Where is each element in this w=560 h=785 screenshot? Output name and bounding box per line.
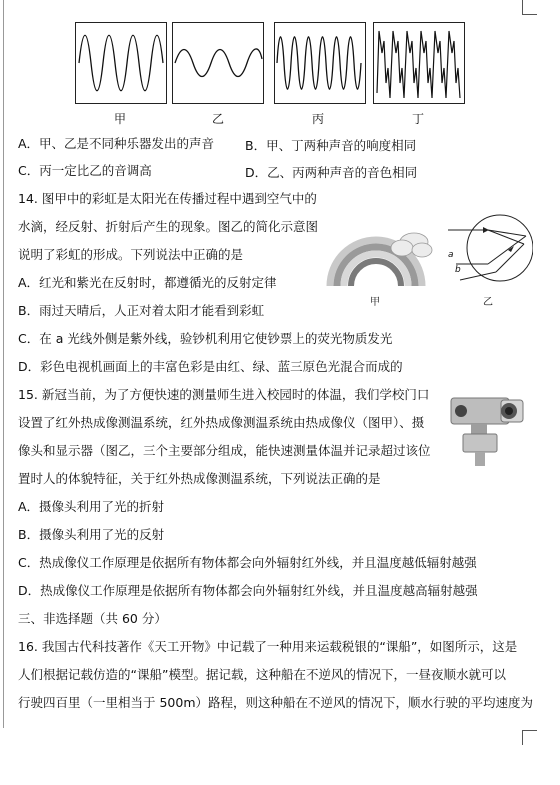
q14-option-c: C．在 a 光线外侧是紫外线，验钞机利用它使钞票上的荧光物质发光 <box>18 331 393 346</box>
rainbow-figure <box>318 204 438 292</box>
q13-option-b: B．甲、丁两种声音的响度相同 <box>245 138 417 153</box>
waveform-label-jia: 甲 <box>114 112 127 126</box>
corner-mark-top <box>522 0 537 15</box>
section-heading: 三、非选择题（共 60 分） <box>18 611 167 626</box>
q15-stem-line-1: 15. 新冠当前，为了方便快速的测量师生进入校园时的体温，我们学校门口 <box>18 387 430 402</box>
q14-option-b: B．雨过天晴后，人正对着太阳才能看到彩虹 <box>18 303 265 318</box>
waveform-label-ding: 丁 <box>412 112 425 126</box>
waveform-label-bing: 丙 <box>312 112 325 126</box>
raindrop-diagram <box>448 208 533 288</box>
q13-option-a: A．甲、乙是不同种乐器发出的声音 <box>18 136 215 151</box>
waveform-jia-graph <box>76 23 166 103</box>
q15-option-c: C．热成像仪工作原理是依据所有物体都会向外辐射红外线，并且温度越低辐射越强 <box>18 555 477 570</box>
q15-option-b: B．摄像头利用了光的反射 <box>18 527 165 542</box>
left-margin-line <box>3 0 4 728</box>
q14-stem-line-3: 说明了彩虹的形成。下列说法中正确的是 <box>18 247 244 262</box>
q16-stem-line-1: 16. 我国古代科技著作《天工开物》中记载了一种用来运载税银的“课船”，如图所示，这是 <box>18 639 518 654</box>
waveform-yi <box>172 22 264 104</box>
ray-label-a: a <box>448 250 454 260</box>
q13-option-d: D．乙、丙两种声音的音色相同 <box>245 165 418 180</box>
q14-stem-line-2: 水滴，经反射、折射后产生的现象。图乙的简化示意图 <box>18 219 319 234</box>
q16-stem-line-2: 人们根据记载仿造的“课船”模型。据记载，这种船在不逆风的情况下，一昼夜顺水就可以 <box>18 667 506 682</box>
q15-stem-line-4: 置时人的体貌特征，关于红外热成像测温系统，下列说法正确的是 <box>18 471 381 486</box>
waveform-bing <box>274 22 366 104</box>
waveform-ding-graph <box>374 23 464 103</box>
q14-fig-label-jia: 甲 <box>370 297 380 308</box>
q14-fig-label-yi: 乙 <box>483 297 493 308</box>
q14-option-a: A．红光和紫光在反射时，都遵循光的反射定律 <box>18 275 277 290</box>
q14-stem-line-1: 14. 图甲中的彩虹是太阳光在传播过程中遇到空气中的 <box>18 191 317 206</box>
q15-stem-line-3: 像头和显示器（图乙，三个主要部分组成，能快速测量体温并记录超过该位 <box>18 443 431 458</box>
q14-option-d: D．彩色电视机画面上的丰富色彩是由红、绿、蓝三原色光混合而成的 <box>18 359 403 374</box>
ray-label-b: b <box>455 265 461 275</box>
thermal-camera-image <box>441 388 529 470</box>
q16-stem-line-3: 行驶四百里（一里相当于 500m）路程，则这种船在不逆风的情况下，顺水行驶的平均速度为 <box>18 695 534 710</box>
q15-option-d: D．热成像仪工作原理是依据所有物体都会向外辐射红外线，并且温度越高辐射越强 <box>18 583 478 598</box>
corner-mark-bottom <box>522 730 537 745</box>
q15-stem-line-2: 设置了红外热成像测温系统，红外热成像测温系统由热成像仪（图甲）、摄 <box>18 415 425 430</box>
q15-option-a: A．摄像头利用了光的折射 <box>18 499 165 514</box>
waveform-yi-graph <box>173 23 263 103</box>
waveform-bing-graph <box>275 23 365 103</box>
q13-option-c: C．丙一定比乙的音调高 <box>18 163 152 178</box>
waveform-jia <box>75 22 167 104</box>
waveform-label-yi: 乙 <box>212 112 225 126</box>
waveform-ding <box>373 22 465 104</box>
